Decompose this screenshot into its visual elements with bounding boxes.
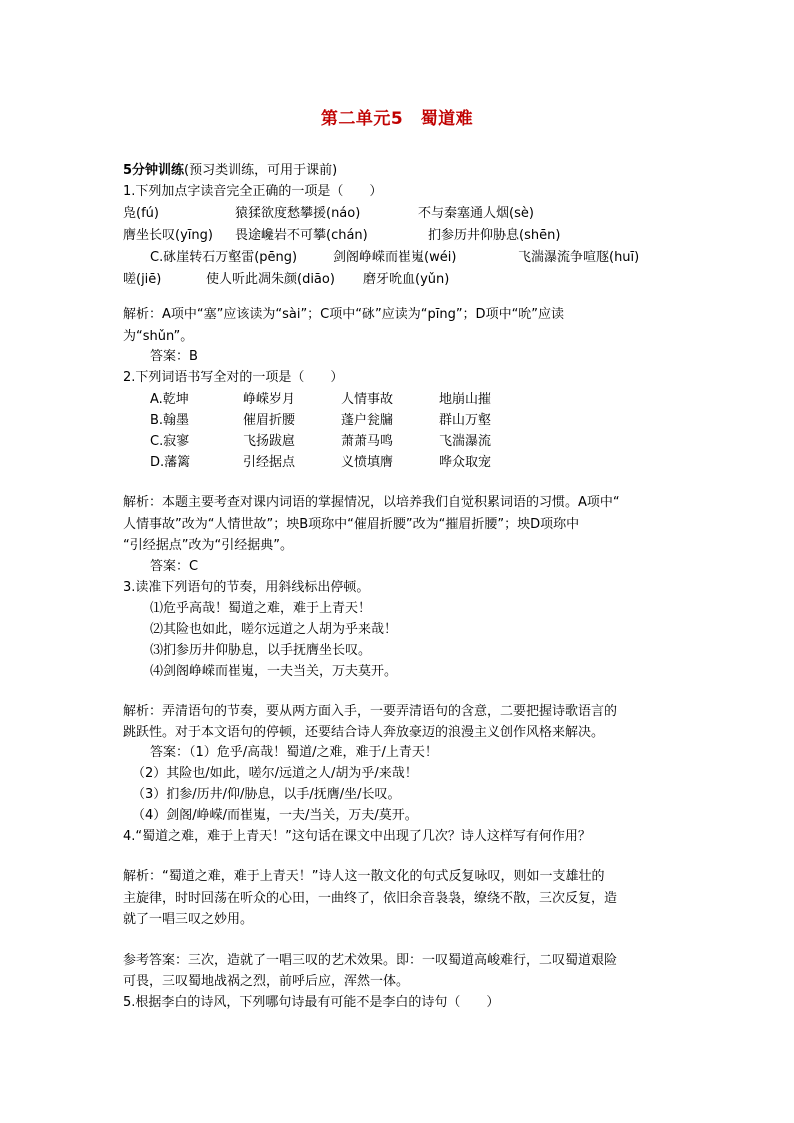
- q4-stem: 4.“蜀道之难，难于上青天！”这句话在课文中出现了几次？诗人这样写有何作用？: [123, 829, 591, 844]
- q2-analysis: 解析：本题主要考查对课内词语的掌握情况，以培养我们自觉积累词语的习惯。A项中“: [123, 495, 620, 510]
- page-title: 第二单元5 蜀道难: [320, 109, 474, 129]
- q1-analysis: 解析：A项中“塞”应该读为“sài”；C项中“砯”应读为“pīng”；D项中“吮”应读: [123, 307, 565, 322]
- q2-analysis: “引经据点”改为“引经据典”。: [123, 538, 293, 553]
- q1-item: 凫(fú): [123, 206, 159, 221]
- q1-item: 扪参历井仰胁息(shēn): [428, 228, 561, 243]
- q1-option-row: [123, 271, 683, 289]
- q3-item: ⑷剑阁峥嵘而崔嵬，一夫当关，万夫莫开。: [150, 664, 398, 679]
- q2-word: A.乾坤: [150, 392, 189, 407]
- q2-answer: 答案：C: [150, 559, 199, 574]
- q2-word: 催眉折腰: [243, 413, 296, 428]
- q1-item: 飞湍瀑流争喧豗(huī): [518, 250, 640, 265]
- q1-analysis: 为“shǔn”。: [123, 329, 194, 344]
- q2-word: 萧萧马鸣: [341, 434, 394, 449]
- q3-answer: （3）扪参/历井/仰/胁息，以手/抚膺/坐/长叹。: [132, 787, 401, 802]
- q2-option-row: [150, 412, 550, 430]
- q5-stem: 5.根据李白的诗风，下列哪句诗最有可能不是李白的诗句（ ）: [123, 995, 500, 1010]
- q2-option-row: [150, 454, 550, 472]
- q1-item: 膺坐长叹(yīng): [123, 228, 213, 243]
- q1-item: C.砯崖转石万壑雷(pēng): [150, 250, 298, 265]
- q1-option-row: [123, 227, 683, 245]
- q1-item: 嗟(jiē): [123, 272, 162, 287]
- q2-word: 人情事故: [341, 392, 394, 407]
- q2-word: 蓬户瓮牖: [341, 413, 394, 428]
- q2-word: 飞扬跋扈: [243, 434, 296, 449]
- q2-word: 义愤填膺: [341, 455, 394, 470]
- q1-item: 剑阁峥嵘而崔嵬(wéi): [333, 250, 457, 265]
- q3-stem: 3.读准下列语句的节奏，用斜线标出停顿。: [123, 580, 370, 595]
- q2-word: 引经据点: [243, 455, 296, 470]
- q1-item: 磨牙吮血(yǔn): [363, 272, 450, 287]
- section-label: 5分钟训练: [123, 163, 185, 178]
- q2-word: 飞湍瀑流: [439, 434, 492, 449]
- q2-word: D.藩篱: [150, 455, 191, 470]
- q2-word: 哗众取宠: [439, 455, 492, 470]
- section-note: (预习类训练，可用于课前): [184, 163, 338, 178]
- q3-analysis: 跳跃性。对于本文语句的停顿，还要结合诗人奔放豪迈的浪漫主义创作风格来解决。: [123, 725, 605, 740]
- q1-answer: 答案：B: [150, 349, 198, 364]
- q1-item: 使人听此凋朱颜(diāo): [206, 272, 335, 287]
- q3-item: ⑴危乎高哉！蜀道之难，难于上青天！: [150, 601, 372, 616]
- q3-item: ⑵其险也如此，嗟尔远道之人胡为乎来哉！: [150, 622, 398, 637]
- q2-stem: 2.下列词语书写全对的一项是（ ）: [123, 370, 344, 385]
- q4-reference-answer: 可畏，三叹蜀地战祸之烈，前呼后应，浑然一体。: [123, 974, 410, 989]
- q4-analysis: 就了一唱三叹之妙用。: [123, 912, 254, 927]
- q1-option-row: [123, 205, 683, 223]
- q1-item: 猿猱欲度愁攀援(náo): [235, 206, 361, 221]
- q3-analysis: 解析：弄清语句的节奏，要从两方面入手，一要弄清语句的含意，二要把握诗歌语言的: [123, 704, 618, 719]
- q4-analysis: 解析：“蜀道之难，难于上青天！”诗人这一散文化的句式反复咏叹，则如一支雄壮的: [123, 869, 605, 884]
- section-header: [123, 162, 337, 180]
- q3-answer: （4）剑阁/峥嵘/而崔嵬，一夫/当关，万夫/莫开。: [132, 808, 418, 823]
- q2-option-row: [150, 433, 550, 451]
- q4-reference-answer: 参考答案：三次，造就了一唱三叹的艺术效果。即：一叹蜀道高峻难行，二叹蜀道艰险: [123, 953, 618, 968]
- q1-option-row: [150, 249, 670, 267]
- q3-answer: 答案：（1）危乎/高哉！蜀道/之难，难于/上青天！: [150, 745, 438, 760]
- q2-word: C.寂寥: [150, 434, 190, 449]
- q4-analysis: 主旋律，时时回荡在听众的心田，一曲终了，依旧余音袅袅，缭绕不散，三次反复，造: [123, 891, 618, 906]
- q1-item: 不与秦塞通人烟(sè): [418, 206, 534, 221]
- q2-word: 峥嵘岁月: [243, 392, 296, 407]
- q2-word: 地崩山摧: [439, 392, 492, 407]
- q3-answer: （2）其险也/如此，嗟尔/远道之人/胡为乎/来哉！: [132, 766, 418, 781]
- q1-item: 畏途巉岩不可攀(chán): [235, 228, 368, 243]
- q2-word: B.翰墨: [150, 413, 190, 428]
- q2-word: 群山万壑: [439, 413, 492, 428]
- q2-analysis: 人情事故”改为“人情世故”；坱B项珎中“催眉折腰”改为“摧眉折腰”；坱D项珎中: [123, 517, 580, 532]
- q1-stem: 1.下列加点字读音完全正确的一项是（ ）: [123, 184, 383, 199]
- q3-item: ⑶扪参历井仰胁息，以手抚膺坐长叹。: [150, 643, 372, 658]
- q2-option-row: [150, 391, 550, 409]
